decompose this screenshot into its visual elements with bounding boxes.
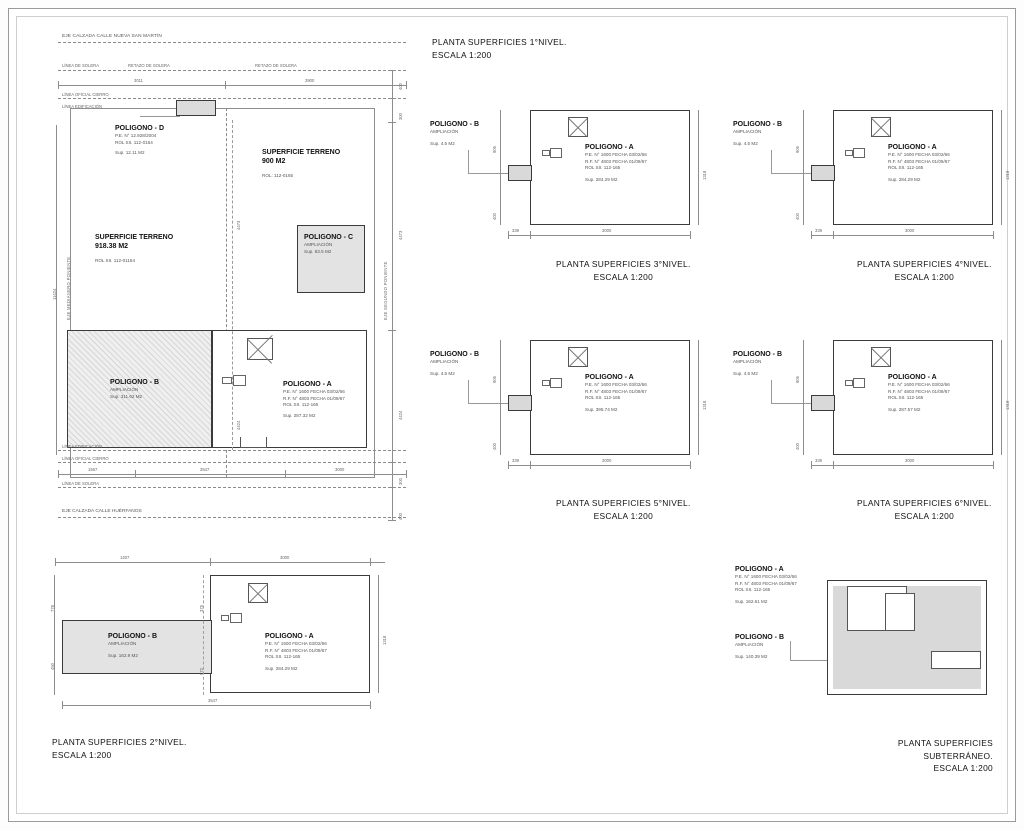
nivel4-dim-left-bottom: 400 bbox=[795, 213, 800, 220]
linea-edificacion-bottom-label: LÍNEA EDIFICACIÓN bbox=[62, 444, 103, 449]
poligono-d-shape bbox=[176, 100, 216, 116]
nivel2-main-label bbox=[265, 632, 327, 672]
st918-l3: ROL SII. 112-01164 bbox=[95, 257, 136, 263]
nivel1-main-label bbox=[585, 143, 647, 183]
axis-left-label: EJE MEDIANERO PONIENTE bbox=[66, 256, 71, 320]
nivel1-a-name: POLIGONO - A bbox=[585, 144, 634, 151]
lead-line-v bbox=[468, 150, 469, 174]
dim-tick bbox=[833, 461, 834, 469]
dim-right-3: 4473 bbox=[398, 230, 403, 240]
nivel2-a-l3: ROL SII. 112-165 bbox=[265, 654, 301, 660]
nivel3-b-l1: AMPLIACIÓN bbox=[430, 359, 459, 365]
dim-line-top bbox=[58, 85, 406, 86]
poligono-c-l2: Sup. 83.5 M2 bbox=[304, 248, 332, 254]
nivel3-dim-left-top: 906 bbox=[492, 376, 497, 383]
nivel4-b-l1: AMPLIACIÓN bbox=[733, 129, 762, 135]
nivel4-dim-left-top: 906 bbox=[795, 146, 800, 153]
panel-nivel2 bbox=[40, 550, 390, 720]
dim-tick bbox=[388, 462, 396, 463]
subterraneo-a-label bbox=[735, 565, 797, 605]
shaft-box-small-icon bbox=[845, 150, 853, 156]
core-icon bbox=[568, 347, 588, 367]
nivel1-dim-left bbox=[500, 110, 501, 225]
nivel1-left-label bbox=[430, 120, 479, 147]
sub-title-3: ESCALA 1:200 bbox=[933, 763, 993, 774]
panel-nivel4-title bbox=[857, 258, 992, 283]
shaft-box-small-icon bbox=[221, 615, 229, 621]
nivel6-dim-b2: 3000 bbox=[905, 458, 915, 463]
dim-bottom-2: 3547 bbox=[200, 467, 210, 472]
poligono-c-label bbox=[304, 233, 353, 255]
dim-tick bbox=[210, 558, 211, 566]
nivel4-b-name: POLIGONO - B bbox=[733, 121, 782, 128]
dim-tick bbox=[530, 231, 531, 239]
nivel4-ampliacion-shape bbox=[811, 165, 835, 181]
panel-nivel6-title bbox=[857, 497, 992, 522]
dim-tick bbox=[388, 520, 396, 521]
nivel6-a-l2: R.F. N° 4803 FECHA 01/09/67 bbox=[888, 388, 950, 394]
nivel1-b-l1: AMPLIACIÓN bbox=[430, 129, 459, 135]
linea-solera-bottom-label: LÍNEA DE SOLERA bbox=[62, 481, 100, 486]
shaft-box-small-icon bbox=[542, 150, 550, 156]
nivel3-ampliacion-shape bbox=[508, 395, 532, 411]
nivel1-a-l3: ROL SII. 112-165 bbox=[585, 165, 621, 171]
nivel3-dim-left-bottom: 400 bbox=[492, 443, 497, 450]
st900-name: SUPERFICIE TERRENO bbox=[262, 149, 341, 156]
dim-top-2: 3900 bbox=[305, 78, 315, 83]
nivel2-left-label bbox=[108, 632, 157, 659]
dim-tick bbox=[508, 231, 509, 239]
nivel1-dim-right bbox=[698, 110, 699, 225]
nivel2-dim-top-2: 3000 bbox=[280, 555, 290, 560]
superficie-terreno-918 bbox=[95, 233, 173, 264]
sub-a-name: POLIGONO - A bbox=[735, 566, 784, 573]
dim-bottom-1: 1567 bbox=[88, 467, 98, 472]
dim-line-interior bbox=[232, 120, 233, 450]
poligono-b-label bbox=[110, 378, 159, 400]
nivel3-dim-right bbox=[698, 340, 699, 455]
retazo-label-1: RETAZO DE SOLERA bbox=[128, 63, 170, 68]
sub-a-l5: Sup. 162.61 M2 bbox=[735, 598, 768, 604]
nivel3-a-name: POLIGONO - A bbox=[585, 374, 634, 381]
dim-line-right bbox=[392, 70, 393, 520]
sub-b-l1: AMPLIACIÓN bbox=[735, 642, 764, 648]
nivel6-ampliacion-shape bbox=[811, 395, 835, 411]
dim-tick bbox=[690, 231, 691, 239]
dim-tick bbox=[508, 461, 509, 469]
nivel3-title-2: ESCALA 1:200 bbox=[593, 271, 654, 282]
linea-oficial-cierro-top-label: LÍNEA OFICIAL CIERRO bbox=[62, 92, 109, 97]
dim-tick bbox=[62, 701, 63, 709]
linea-solera-top bbox=[58, 70, 406, 71]
nivel4-a-l2: R.F. N° 4803 FECHA 01/09/67 bbox=[888, 158, 950, 164]
subterraneo-void-2 bbox=[885, 593, 915, 631]
nivel2-b-name: POLIGONO - B bbox=[108, 633, 157, 640]
dim-tick bbox=[55, 558, 56, 566]
poligono-a-l5: Sup. 287.32 M2 bbox=[283, 412, 316, 418]
nivel6-a-l5: Sup. 287.57 M2 bbox=[888, 406, 921, 412]
poligono-b-name: POLIGONO - B bbox=[110, 379, 159, 386]
dim-tick bbox=[135, 470, 136, 478]
dim-interior-1: 4473 bbox=[236, 220, 241, 230]
nivel3-b-name: POLIGONO - B bbox=[430, 351, 479, 358]
nivel6-dim-left bbox=[803, 340, 804, 455]
panel-subterraneo-title bbox=[893, 737, 993, 775]
axis-right-label: EJE SEGUNDO PONIENTE bbox=[383, 261, 388, 320]
poligono-d-name: POLIGONO - D bbox=[115, 125, 164, 132]
nivel6-title-1: PLANTA SUPERFICIES 6°NIVEL. bbox=[857, 498, 992, 508]
nivel4-dim-bottom bbox=[811, 235, 993, 236]
nivel3-dim-right-val: 1318 bbox=[702, 400, 707, 410]
shaft-box-icon bbox=[230, 613, 242, 623]
nivel6-b-l1: AMPLIACIÓN bbox=[733, 359, 762, 365]
dim-tick bbox=[370, 701, 371, 709]
lead-line bbox=[468, 403, 508, 404]
shaft-box-small-icon bbox=[222, 377, 232, 384]
nivel4-a-l3: ROL SII. 112-165 bbox=[888, 165, 924, 171]
dim-tick bbox=[388, 122, 396, 123]
nivel1-b-name: POLIGONO - B bbox=[430, 121, 479, 128]
dim-tick bbox=[388, 70, 396, 71]
nivel4-a-name: POLIGONO - A bbox=[888, 144, 937, 151]
street-bottom-label: EJE CALZADA CALLE HUÉRFANOS bbox=[62, 509, 142, 514]
nivel4-dim-b2: 3000 bbox=[905, 228, 915, 233]
shaft-box-icon bbox=[550, 148, 562, 158]
shaft-box-icon bbox=[853, 148, 865, 158]
nivel2-dim-left bbox=[54, 575, 55, 695]
nivel6-b-l3: Sup. 4.5 M2 bbox=[733, 370, 758, 376]
nivel4-dim-right bbox=[1001, 110, 1002, 225]
linea-oficial-cierro-top bbox=[58, 98, 406, 99]
nivel2-a-l2: R.F. N° 4803 FECHA 01/09/67 bbox=[265, 647, 327, 653]
lead-line bbox=[790, 660, 827, 661]
poligono-a-l3: ROL SII. 112-165 bbox=[283, 402, 319, 408]
shaft-box-icon bbox=[233, 375, 246, 386]
dim-tick bbox=[58, 81, 59, 89]
nivel6-dim-right-val: 1318 bbox=[1005, 400, 1010, 410]
sub-title-1: PLANTA SUPERFICIES bbox=[897, 738, 993, 748]
shaft-box-icon bbox=[550, 378, 562, 388]
nivel2-b-l3: Sup. 162.9 M2 bbox=[108, 652, 138, 658]
dim-right-6: 400 bbox=[398, 513, 403, 520]
nivel1-dim-b2: 3000 bbox=[602, 228, 612, 233]
poligono-d-l2: ROL SII. 112-0164 bbox=[115, 139, 153, 145]
nivel1-a-l5: Sup. 284.29 M2 bbox=[585, 176, 618, 182]
dim-tick bbox=[58, 470, 59, 478]
poligono-d-l4: Sup. 12.11 M2 bbox=[115, 150, 145, 156]
nivel1-a-l2: R.F. N° 4803 FECHA 01/09/67 bbox=[585, 158, 647, 164]
dim-tick bbox=[370, 558, 371, 566]
dim-tick bbox=[690, 461, 691, 469]
sub-b-l3: Sup. 140.39 M2 bbox=[735, 653, 768, 659]
nivel6-title-2: ESCALA 1:200 bbox=[894, 510, 955, 521]
poligono-a-l1: P.E. N° 1600 FECHA 03/02/66 bbox=[283, 389, 345, 395]
dim-right-4: 4424 bbox=[398, 410, 403, 420]
poligono-c-l1: AMPLIACIÓN bbox=[304, 242, 333, 248]
nivel2-dim-right-val: 1318 bbox=[382, 635, 387, 645]
nivel2-a-l5: Sup. 284.29 M2 bbox=[265, 665, 298, 671]
panel-subterraneo bbox=[735, 565, 1000, 705]
dim-tick bbox=[993, 231, 994, 239]
core-icon bbox=[247, 338, 273, 360]
nivel2-dim-left-2: 450 bbox=[50, 663, 55, 670]
nivel2-dim-mid-2: 572 bbox=[199, 668, 204, 675]
nivel2-dim-right bbox=[378, 575, 379, 693]
nivel2-dim-mid-1: 375 bbox=[199, 605, 204, 612]
nivel3-title-1: PLANTA SUPERFICIES 3°NIVEL. bbox=[556, 259, 691, 269]
nivel6-left-label bbox=[733, 350, 782, 377]
sub-b-name: POLIGONO - B bbox=[735, 634, 784, 641]
nivel4-a-l1: P.E. N° 1600 FECHA 03/02/66 bbox=[888, 152, 950, 158]
poligono-b-l1: AMPLIACIÓN bbox=[110, 387, 139, 393]
dim-interior-2: 4424 bbox=[236, 420, 241, 430]
nivel2-title-1: PLANTA SUPERFICIES 2°NIVEL. bbox=[52, 737, 187, 747]
st900-l1: 900 M2 bbox=[262, 158, 286, 166]
dim-tick bbox=[833, 231, 834, 239]
nivel4-left-label bbox=[733, 120, 782, 147]
street-axis-top-line bbox=[58, 42, 406, 43]
sub-a-l2: R.F. N° 4803 FECHA 01/09/67 bbox=[735, 580, 797, 586]
lead-line-v bbox=[468, 380, 469, 404]
nivel3-main-label bbox=[585, 373, 647, 413]
core-icon bbox=[248, 583, 268, 603]
street-top-label: EJE CALZADA CALLE NUEVA SAN MARTÍN bbox=[62, 34, 162, 39]
superficie-terreno-900 bbox=[262, 148, 340, 179]
core-icon bbox=[568, 117, 588, 137]
nivel3-dim-left bbox=[500, 340, 501, 455]
nivel4-b-l3: Sup. 4.5 M2 bbox=[733, 140, 758, 146]
lead-line-v bbox=[771, 150, 772, 174]
street-axis-bottom-line bbox=[58, 517, 406, 518]
nivel2-a-name: POLIGONO - A bbox=[265, 633, 314, 640]
panel-nivel6 bbox=[733, 325, 1010, 475]
dim-tick bbox=[285, 470, 286, 478]
linea-oficial-cierro-bottom bbox=[58, 462, 406, 463]
lead-line bbox=[140, 116, 180, 117]
nivel3-dim-b2: 3000 bbox=[602, 458, 612, 463]
nivel4-a-l5: Sup. 284.29 M2 bbox=[888, 176, 921, 182]
poligono-a-l2: R.F. N° 4803 FECHA 01/09/67 bbox=[283, 395, 345, 401]
sub-title-2: SUBTERRÁNEO. bbox=[923, 750, 993, 761]
nivel2-dim-top-1: 1407 bbox=[120, 555, 130, 560]
nivel2-dim-bottom bbox=[62, 705, 370, 706]
dim-line-bottom bbox=[58, 474, 406, 475]
dim-tick bbox=[388, 330, 396, 331]
retazo-label-2: RETAZO DE SOLERA bbox=[255, 63, 297, 68]
panel-nivel1 bbox=[430, 95, 707, 245]
panel-nivel3 bbox=[430, 325, 707, 475]
dim-top-1: 3011 bbox=[134, 78, 144, 83]
nivel3-left-label bbox=[430, 350, 479, 377]
dim-right-1: 400 bbox=[398, 83, 403, 90]
panel-nivel3-title bbox=[556, 258, 691, 283]
nivel6-a-l1: P.E. N° 1600 FECHA 03/02/66 bbox=[888, 382, 950, 388]
nivel6-dim-b1: 339 bbox=[815, 458, 822, 463]
linea-edificacion-top-label: LÍNEA EDIFICACIÓN bbox=[62, 104, 103, 109]
poligono-c-name: POLIGONO - C bbox=[304, 234, 353, 241]
nivel1-dim-left-bottom: 400 bbox=[492, 213, 497, 220]
dim-tick bbox=[530, 461, 531, 469]
dim-right-2: 300 bbox=[398, 113, 403, 120]
nivel6-a-l3: ROL SII. 112-165 bbox=[888, 395, 924, 401]
nivel1-dim-b1: 339 bbox=[512, 228, 519, 233]
poligono-a-notch bbox=[240, 437, 267, 448]
nivel3-a-l5: Sup. 395.74 M2 bbox=[585, 406, 618, 412]
dim-tick bbox=[993, 461, 994, 469]
nivel6-dim-left-bottom: 400 bbox=[795, 443, 800, 450]
sub-a-l1: P.E. N° 1600 FECHA 03/02/66 bbox=[735, 574, 797, 580]
nivel1-dim-bottom bbox=[508, 235, 690, 236]
poligono-d-l1: P.E. N° 12.928/2004 bbox=[115, 133, 157, 139]
core-icon bbox=[871, 347, 891, 367]
nivel2-b-l1: AMPLIACIÓN bbox=[108, 641, 137, 647]
subterraneo-b-label bbox=[735, 633, 784, 660]
dim-bottom-3: 3000 bbox=[335, 467, 345, 472]
dim-tick bbox=[406, 470, 407, 478]
st918-name: SUPERFICIE TERRENO bbox=[95, 234, 174, 241]
nivel6-main-label bbox=[888, 373, 950, 413]
linea-edificacion-bottom bbox=[58, 450, 406, 451]
nivel4-main-label bbox=[888, 143, 950, 183]
nivel2-title-2: ESCALA 1:200 bbox=[52, 749, 112, 760]
st900-l3: ROL: 112-0165 bbox=[262, 172, 294, 178]
sub-a-l3: ROL SII. 112-165 bbox=[735, 587, 771, 593]
nivel2-dim-top bbox=[55, 562, 385, 563]
nivel5-title-2: ESCALA 1:200 bbox=[593, 510, 654, 521]
poligono-d-label bbox=[115, 124, 164, 157]
lead-line-v bbox=[771, 380, 772, 404]
nivel6-a-name: POLIGONO - A bbox=[888, 374, 937, 381]
nivel3-dim-bottom bbox=[508, 465, 690, 466]
st918-l1: 918.38 M2 bbox=[95, 243, 129, 251]
nivel4-dim-left bbox=[803, 110, 804, 225]
nivel2-dim-mid bbox=[203, 575, 204, 695]
nivel4-dim-right-val: 1318 bbox=[1005, 170, 1010, 180]
nivel1-b-l3: Sup. 4.5 M2 bbox=[430, 140, 455, 146]
dim-tick bbox=[811, 461, 812, 469]
nivel1-dim-left-top: 906 bbox=[492, 146, 497, 153]
panel-nivel2-title bbox=[52, 736, 187, 761]
shaft-box-icon bbox=[853, 378, 865, 388]
poligono-a-label bbox=[283, 380, 345, 419]
nivel6-dim-bottom bbox=[811, 465, 993, 466]
dim-tick bbox=[388, 98, 396, 99]
nivel3-a-l1: P.E. N° 1600 FECHA 03/02/66 bbox=[585, 382, 647, 388]
dim-tick bbox=[811, 231, 812, 239]
dim-left-total: 11424 bbox=[52, 288, 57, 300]
nivel1-title-1: PLANTA SUPERFICIES 1°NIVEL. bbox=[432, 37, 567, 47]
lead-line bbox=[771, 173, 811, 174]
poligono-a-name: POLIGONO - A bbox=[283, 381, 332, 388]
lead-line bbox=[771, 403, 811, 404]
nivel3-dim-b1: 339 bbox=[512, 458, 519, 463]
nivel4-dim-b1: 339 bbox=[815, 228, 822, 233]
panel-nivel5-title bbox=[556, 497, 691, 522]
nivel2-dim-left-1: 778 bbox=[50, 605, 55, 612]
nivel2-dim-bottom-val: 3547 bbox=[208, 698, 218, 703]
dim-tick bbox=[225, 81, 226, 89]
subterraneo-void-3 bbox=[931, 651, 981, 669]
linea-solera-bottom bbox=[58, 487, 406, 488]
core-icon bbox=[871, 117, 891, 137]
nivel1-dim-right-val: 1318 bbox=[702, 170, 707, 180]
dim-tick bbox=[406, 81, 407, 89]
nivel6-dim-left-top: 906 bbox=[795, 376, 800, 383]
lead-line bbox=[468, 173, 508, 174]
shaft-box-small-icon bbox=[542, 380, 550, 386]
linea-solera-top-label: LÍNEA DE SOLERA bbox=[62, 63, 100, 68]
linea-oficial-cierro-bottom-label: LÍNEA OFICIAL CIERRO bbox=[62, 456, 109, 461]
nivel3-b-l3: Sup. 4.5 M2 bbox=[430, 370, 455, 376]
nivel2-a-l1: P.E. N° 1600 FECHA 03/02/66 bbox=[265, 641, 327, 647]
panel-nivel4 bbox=[733, 95, 1010, 245]
dim-right-5: 300 bbox=[398, 478, 403, 485]
panel-nivel1-title bbox=[432, 36, 567, 61]
dim-tick bbox=[388, 487, 396, 488]
nivel5-title-1: PLANTA SUPERFICIES 5°NIVEL. bbox=[556, 498, 691, 508]
nivel3-a-l3: ROL SII. 112-165 bbox=[585, 395, 621, 401]
nivel6-b-name: POLIGONO - B bbox=[733, 351, 782, 358]
poligono-b-l2: Sup. 311.62 M2 bbox=[110, 393, 143, 399]
nivel3-a-l2: R.F. N° 4803 FECHA 01/09/67 bbox=[585, 388, 647, 394]
nivel4-title-2: ESCALA 1:200 bbox=[894, 271, 955, 282]
shaft-box-small-icon bbox=[845, 380, 853, 386]
nivel1-title-2: ESCALA 1:200 bbox=[432, 49, 492, 60]
nivel1-a-l1: P.E. N° 1600 FECHA 03/02/66 bbox=[585, 152, 647, 158]
nivel1-ampliacion-shape bbox=[508, 165, 532, 181]
site-plan bbox=[40, 30, 410, 530]
nivel6-dim-right bbox=[1001, 340, 1002, 455]
nivel4-title-1: PLANTA SUPERFICIES 4°NIVEL. bbox=[857, 259, 992, 269]
lead-line-v bbox=[790, 641, 791, 661]
